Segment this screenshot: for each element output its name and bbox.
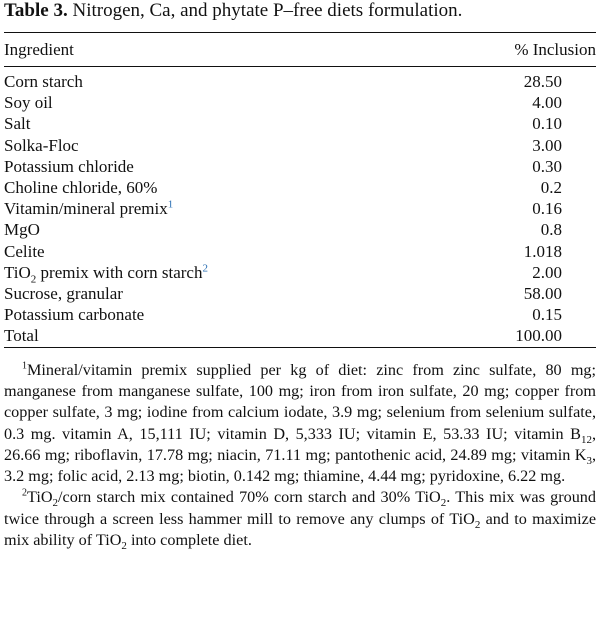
- row-ingredient: Sucrose, granular: [4, 284, 123, 304]
- row-ingredient: Potassium chloride: [4, 156, 134, 176]
- footnote-text: and to maximize mix ability of TiO: [4, 509, 596, 550]
- table-row: [4, 283, 596, 304]
- table-row: [4, 262, 596, 283]
- footnote-marker: 2: [22, 488, 27, 500]
- row-value: 0.16: [532, 199, 562, 219]
- ingredient-prefix: TiO: [4, 262, 31, 282]
- row-value: 58.00: [523, 284, 562, 304]
- footnote-text: /corn starch mix contained 70% corn starch and 30% TiO: [58, 488, 441, 507]
- footnote-ref-1[interactable]: 1: [167, 198, 174, 211]
- table-row: [4, 219, 596, 240]
- row-value: 28.50: [523, 72, 562, 91]
- footnote-text: , 3.2 mg; folic acid, 2.13 mg; biotin, 0.142 mg; thiamine, 4.44 mg; pyridoxine, 6.22 mg.: [4, 445, 596, 486]
- row-value: 0.2: [540, 178, 562, 198]
- table-title: Nitrogen, Ca, and phytate P–free diets formulation.: [72, 0, 463, 21]
- row-value: 3.00: [532, 135, 562, 155]
- table-row: [4, 135, 596, 156]
- table-row: [4, 304, 596, 325]
- row-value: 4.00: [532, 93, 562, 113]
- footnote-text: Mineral/vitamin premix supplied per kg of diet: zinc from zinc sulfate, 80 mg; manganese from manganese sulfate, 100 mg; iron from iron sulfate, 20 mg; copper from copper sulfate, 3 mg; iodine from calcium iodate, 3.9 mg; selenium from selenium sulfate, 0.3 mg. vitamin A, 15,111 IU; vitamin D, 5,333 IU; vitamin E, 53.33 IU; vitamin B: [4, 360, 596, 443]
- footnote-ref-2[interactable]: 2: [202, 262, 208, 275]
- row-value: 0.10: [532, 114, 562, 134]
- footnote-2: [4, 487, 596, 551]
- header-ingredient: Ingredient: [4, 39, 74, 59]
- table-row: [4, 113, 596, 134]
- table-row-total: [4, 325, 596, 346]
- table-label: Table 3.: [4, 0, 68, 21]
- row-ingredient: Choline chloride, 60%: [4, 178, 158, 198]
- diet-formulation-table: [4, 33, 596, 347]
- row-value: 2.00: [532, 262, 562, 282]
- footnote-subscript: 3: [586, 455, 592, 468]
- row-value: 0.30: [532, 156, 562, 176]
- row-ingredient: [4, 198, 427, 219]
- row-ingredient: Soy oil: [4, 93, 53, 113]
- row-ingredient: Total: [4, 326, 39, 346]
- bottom-rule: [4, 347, 596, 348]
- table-row: [4, 92, 596, 113]
- footnote-text: TiO: [27, 488, 53, 507]
- row-value: 1.018: [523, 241, 562, 261]
- table-footnotes: [4, 360, 596, 552]
- table-row: [4, 177, 596, 198]
- row-ingredient: [4, 262, 427, 286]
- footnote-subscript: 12: [580, 433, 592, 446]
- row-ingredient: Solka-Floc: [4, 135, 79, 155]
- footnote-text: . This mix was ground twice through a screen less hammer mill to remove any clumps of TiO: [4, 488, 596, 528]
- ingredient-subscript: 2: [30, 273, 37, 286]
- footnote-marker: 1: [22, 360, 27, 372]
- ingredient-suffix: premix with corn starch: [36, 262, 203, 282]
- header-inclusion: % Inclusion: [514, 39, 596, 59]
- table-row: [4, 67, 596, 93]
- row-value: 100.00: [515, 326, 562, 346]
- footnote-subscript: 2: [440, 497, 447, 510]
- table-row: [4, 198, 596, 219]
- row-ingredient: Celite: [4, 241, 45, 261]
- ingredient-name: Vitamin/mineral premix: [4, 199, 168, 219]
- row-ingredient: Corn starch: [4, 72, 83, 91]
- footnote-subscript: 2: [52, 497, 59, 510]
- header-row: [4, 33, 596, 67]
- row-value: 0.15: [532, 305, 562, 325]
- row-value: 0.8: [540, 220, 562, 240]
- footnote-text: into complete diet.: [126, 531, 252, 550]
- footnote-subscript: 2: [121, 540, 127, 553]
- table-row: [4, 156, 596, 177]
- table-row: [4, 241, 596, 262]
- table-caption: [4, 0, 596, 22]
- row-ingredient: MgO: [4, 220, 40, 240]
- row-ingredient: Salt: [4, 114, 31, 134]
- footnote-1: [4, 360, 596, 488]
- footnote-text: , 26.66 mg; riboflavin, 17.78 mg; niacin, 71.11 mg; pantothenic acid, 24.89 mg; vitamin K: [4, 424, 596, 464]
- footnote-subscript: 2: [474, 518, 481, 531]
- row-ingredient: Potassium carbonate: [4, 305, 145, 325]
